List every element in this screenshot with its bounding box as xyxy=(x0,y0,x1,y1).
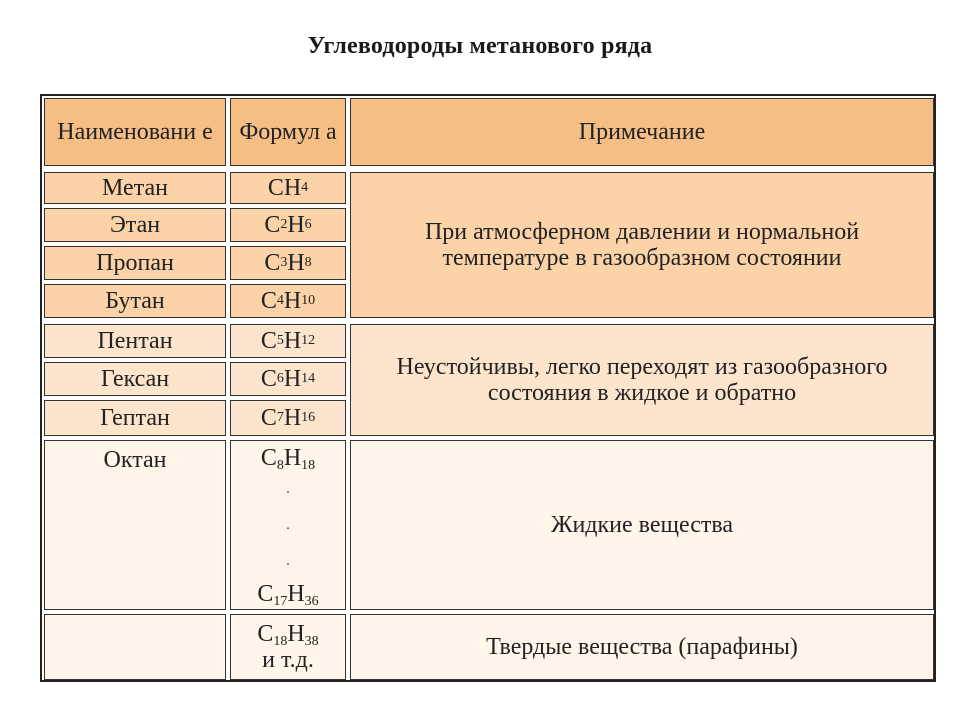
row-name: Этан xyxy=(44,208,226,242)
header-formula: Формул а xyxy=(230,98,346,166)
row-formula: C 7 H 16 xyxy=(230,400,346,436)
row-name xyxy=(44,614,226,680)
row-name: Гептан xyxy=(44,400,226,436)
row-formula: C 2 H 6 xyxy=(230,208,346,242)
row-formula: C 6 H 14 xyxy=(230,362,346,396)
group-note: Неустойчивы, легко переходят из газообразного состояния в жидкое и обратно xyxy=(350,324,934,436)
group-note: Твердые вещества (парафины) xyxy=(350,614,934,680)
row-name: Бутан xyxy=(44,284,226,318)
group-note: При атмосферном давлении и нормальной температуре в газообразном состоянии xyxy=(350,172,934,318)
header-note: Примечание xyxy=(350,98,934,166)
formula-start: $C_8H_{18}$ xyxy=(260,445,316,473)
row-name: Метан xyxy=(44,172,226,204)
ellipsis-dot: . xyxy=(286,482,290,497)
row-formula xyxy=(230,614,346,680)
page-title: Углеводороды метанового ряда xyxy=(307,33,653,59)
row-name: Октан xyxy=(44,440,226,610)
row-name: Пентан xyxy=(44,324,226,358)
row-formula: C H 4 xyxy=(230,172,346,204)
row-formula-range xyxy=(230,440,346,610)
row-name: Гексан xyxy=(44,362,226,396)
formula-suffix: и т.д. xyxy=(262,647,314,673)
row-formula: C 3 H 8 xyxy=(230,246,346,280)
ellipsis-dot: . xyxy=(286,518,290,533)
row-formula: C 4 H 10 xyxy=(230,284,346,318)
group-note: Жидкие вещества xyxy=(350,440,934,610)
formula-end: $C_{17}H_{36}$ xyxy=(257,581,319,609)
formula: $C_{18}H_{38}$ xyxy=(257,621,319,649)
row-formula: C 5 H 12 xyxy=(230,324,346,358)
header-name: Наименовани е xyxy=(44,98,226,166)
ellipsis-dot: . xyxy=(286,554,290,569)
hydrocarbon-table xyxy=(40,94,936,682)
row-name: Пропан xyxy=(44,246,226,280)
